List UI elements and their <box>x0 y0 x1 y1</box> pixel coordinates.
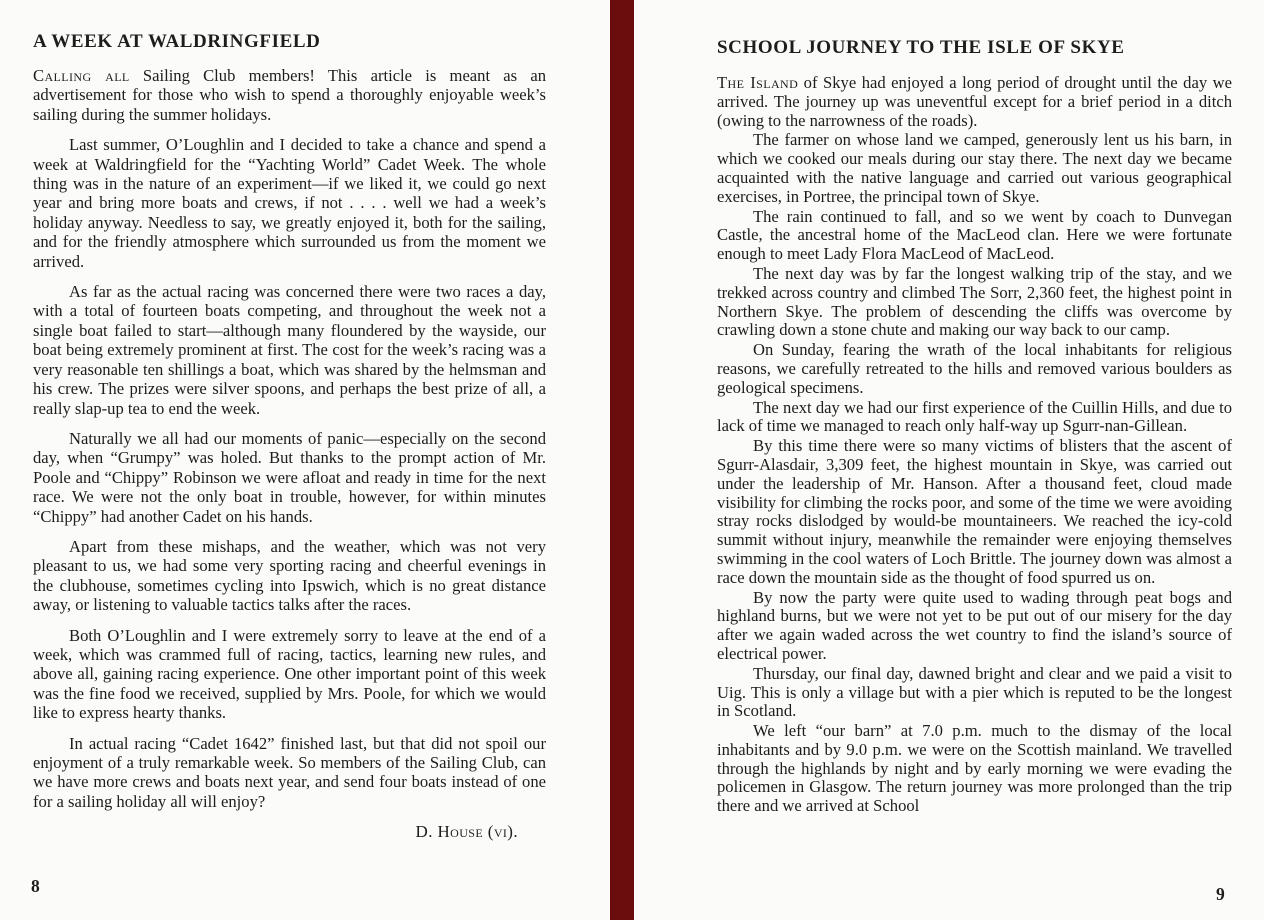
article-title-skye: SCHOOL JOURNEY TO THE ISLE OF SKYE <box>717 37 1125 58</box>
paragraph <box>33 66 546 124</box>
paragraph: By now the party were quite used to wading through peat bogs and highland burns, but we were not yet to be put out of our misery for the day after we again waded across the wet country to find the island’s source of electrical power. <box>717 587 1232 663</box>
paragraph: Both O’Loughlin and I were extremely sorry to leave at the end of a week, which was crammed full of racing, tactics, learning new rules, and above all, gaining racing experience. One other important point of this week was the fine food we received, supplied by Mrs. Poole, for which we would like to express hearty thanks. <box>33 625 546 723</box>
paragraph: The next day was by far the longest walking trip of the stay, and we trekked across country and climbed The Sorr, 2,360 feet, the highest point in Northern Skye. The problem of descending the cliffs was overcome by crawling down a stone chute and making our way back to our camp. <box>717 263 1232 340</box>
paragraph-text: of Skye had enjoyed a long period of drought until the day we arrived. The journey up was uneventful except for a brief period in a ditch (owing to the narrowness of the roads). <box>717 73 1232 130</box>
author-byline <box>33 822 546 841</box>
paragraph: The rain continued to fall, and so we went by coach to Dunvegan Castle, the ancestral home of the MacLeod clan. Here we were fortunate enough to meet Lady Flora MacLeod of MacLeod. <box>717 206 1232 264</box>
right-page <box>717 37 1232 817</box>
paragraph: We left “our barn” at 7.0 p.m. much to the dismay of the local inhabitants and by 9.0 p.m. we were on the Scottish mainland. We travelled through the highlands by night and by early morning we were evading the policemen in Glasgow. The return journey was more prolonged than the trip there and we arrived at School <box>717 721 1232 816</box>
page-number-left: 8 <box>31 876 40 896</box>
paragraph: The next day we had our first experience of the Cuillin Hills, and due to lack of time we managed to reach only half-way up Sgurr-nan-Gillean. <box>717 397 1232 436</box>
binding-stripe <box>610 0 634 920</box>
page-number-right: 9 <box>1216 884 1225 904</box>
lead-in-smallcaps: The Island <box>717 73 799 92</box>
paragraph: In actual racing “Cadet 1642” finished last, but that did not spoil our enjoyment of a truly remarkable week. So members of the Sailing Club, can we have more crews and boats next year, and send four boats instead of one for a sailing holiday all will enjoy? <box>33 733 546 811</box>
paragraph: Apart from these mishaps, and the weather, which was not very pleasant to us, we had some very sporting racing and cheerful evenings in the clubhouse, sometimes cycling into Ipswich, which is no great distance away, or listening to valuable tactics talks after the races. <box>33 536 546 615</box>
paragraph: By this time there were so many victims of blisters that the ascent of Sgurr-Alasdair, 3,309 feet, the highest mountain in Skye, was carried out under the leadership of Mr. Hanson. After a thousand feet, cloud made visibility for climbing the rocks poor, and some of the time we were avoiding stray rocks dislodged by would-be mountaineers. We reached the icy-cold summit without injury, meanwhile the remainder were enjoying themselves swimming in the cool waters of Loch Brittle. The journey down was almost a race down the mountain side as the thought of food spurred us on. <box>717 436 1232 587</box>
paragraph: The farmer on whose land we camped, generously lent us his barn, in which we cooked our meals during our stay there. The next day we became acquainted with the native language and carried out various geographical exercises, in Portree, the principal town of Skye. <box>717 130 1232 206</box>
paragraph: Naturally we all had our moments of panic—especially on the second day, when “Grumpy” was holed. But thanks to the prompt action of Mr. Poole and “Chippy” Robinson we were afloat and ready in time for the next race. We were not the only boat in trouble, however, for within minutes “Chippy” had another Cadet on his hands. <box>33 428 546 526</box>
author-name: D. House (vi). <box>415 822 518 842</box>
paragraph: As far as the actual racing was concerned there were two races a day, with a total of fourteen boats competing, and throughout the week not a single boat failed to start—although many floundered by the wayside, our boat being extremely prominent at first. The cost for the week’s racing was a very reasonable ten shillings a boat, which was shared by the helmsman and his crew. The prizes were silver spoons, and perhaps the best prize of all, a really slap-up tea to end the week. <box>33 282 546 418</box>
paragraph-text: Sailing Club members! This article is meant as an advertisement for those who wish to spend a thoroughly enjoyable week’s sailing during the summer holidays. <box>33 66 546 124</box>
paragraph: Last summer, O’Loughlin and I decided to take a chance and spend a week at Waldringfield for the “Yachting World” Cadet Week. The whole thing was in the nature of an experiment—if we liked it, we could go next year and bring more boats and crews, if not . . . . well we had a week’s holiday anyway. Needless to say, we greatly enjoyed it, both for the sailing, and for the friendly atmosphere which surrounded us from the moment we arrived. <box>33 135 546 271</box>
lead-in-smallcaps: Calling all <box>33 66 130 85</box>
article-title-waldringfield: A WEEK AT WALDRINGFIELD <box>33 31 321 52</box>
paragraph: Thursday, our final day, dawned bright and clear and we paid a visit to Uig. This is only a village but with a pier which is reputed to be the longest in Scotland. <box>717 663 1232 721</box>
paragraph: On Sunday, fearing the wrath of the local inhabitants for religious reasons, we carefully retreated to the hills and removed various boulders as geological specimens. <box>717 340 1232 397</box>
paragraph <box>717 74 1232 130</box>
left-page <box>33 31 546 842</box>
